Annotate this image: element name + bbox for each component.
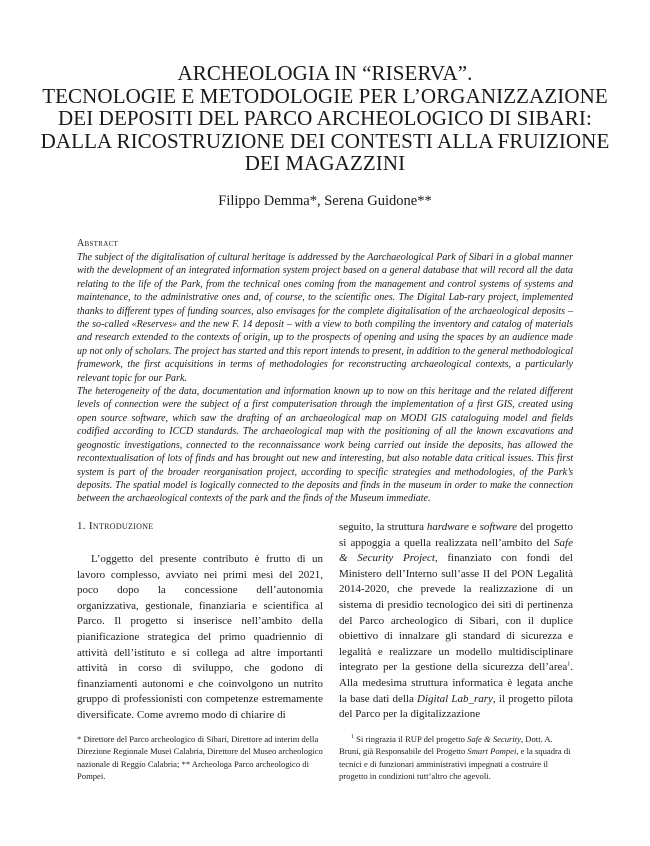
body-paragraph	[339, 520, 573, 723]
text-run: , Dott. A. Bruni, già Responsabile del Progetto	[339, 734, 553, 757]
title-line: DEI MAGAZZINI	[244, 151, 406, 175]
footnote-right	[339, 733, 573, 783]
authors: Filippo Demma*, Serena Guidone**	[218, 193, 432, 209]
text-run: . Alla medesima struttura informatica è legata anche la base dati della	[339, 661, 573, 705]
title-line: DEI DEPOSITI DEL PARCO ARCHEOLOGICO DI SIBARI:	[58, 106, 592, 130]
text-run: , e la squadra di tecnici e di funzionari amministrativi impegnati a costruire il progetto in condizioni tutt’altro che agevoli.	[339, 746, 571, 782]
italic-term: hardware	[426, 521, 469, 533]
footnote-marker: 1	[351, 734, 354, 741]
abstract-paragraph: The subject of the digitalisation of cultural heritage is addressed by the Aarchaeological Park of Sibari in a global manner with the development of an integrated information system project based on a general database that will record all the data relating to the life of the Park, from the technical ones coming from the management and control systems of systems and maintenance, to the administrative ones and, of course, to the scientific ones. The Digital Lab-rary project, implemented thanks to different types of funding sources, also envisages for the complete digitalisation of the archaeological deposits – the so-called «Reserves» and the new F. 14 deposit – with a view to both compiling the inventory and catalog of materials and research extended to the contexts of origin, up to the prospects of opening and using the spaces by an audience made up not only of scholars. The project has started and this report intends to present, in addition to the general methodological framework, the first acquisitions in terms of methodologies for reconstructing archaeological contexts, a particularly relevant topic for our Park.	[77, 252, 573, 384]
title-line: DALLA RICOSTRUZIONE DEI CONTESTI ALLA FRUIZIONE	[40, 128, 610, 153]
italic-term: software	[479, 521, 518, 533]
footnote-left	[77, 733, 323, 783]
title-line: ARCHEOLOGIA IN “RISERVA”.	[177, 61, 473, 85]
text-run: seguito, la struttura	[339, 521, 427, 533]
text-run: Si ringrazia il RUP del progetto	[354, 734, 468, 744]
text-run: , finanziato con fondi del Ministero dell’Interno sull’asse II del PON Legalità 2014-2020, che prevede la realizzazione di un sistema di presidio tecnologico dei siti di pertinenza del Parco archeologico di Sibari, con il duplice obiettivo di innalzare gli standard di sicurezza e legalità e realizzare un modello multidisciplinare integrato per la gestione della sicurezza dell’area	[339, 552, 573, 674]
title-line: TECNOLOGIE E METODOLOGIE PER L’ORGANIZZAZIONE	[42, 83, 608, 108]
left-column	[77, 520, 323, 724]
abstract	[77, 251, 573, 506]
italic-term: Safe & Security	[467, 734, 521, 744]
italic-term: Safe & Security Project	[339, 536, 573, 565]
italic-term: Smart Pompei	[467, 746, 517, 757]
text-run: , il progetto pilota del Parco per la digitalizzazione	[339, 692, 574, 721]
footnote-text: * Direttore del Parco archeologico di Sibari, Direttore ad interim della Direzione Regionale Musei Calabria, Direttore del Museo archeologico nazionale di Reggio Calabria; ** Archeologa Parco archeologico di Pompei.	[77, 734, 323, 782]
abstract-paragraph: The heterogeneity of the data, documentation and information known up to now on this heritage and the related different levels of connection were the subject of a first computerisation through the implementation of a first GIS, created using open source software, which saw the drafting of an archaeological map on MODI GIS cataloguing model and fields codified according to ICCD standards. The archaeological map with the positioning of all the known excavations and geognostic investigations, connected to the reconnaissance work being carried out inside the deposits, has allowed the recontextualisation of lots of finds and has brought out new and interesting, but also notable data critical issues. This first system is part of the broader reorganisation project, according to specific strategies and methodologies, of the Park’s deposits. The spatial model is logically connected to the deposits and finds in the museum in order to make the connection between the archaeological contexts of the park and the finds of the Museum immediate.	[77, 386, 573, 505]
body-paragraph: L’oggetto del presente contributo è frutto di un lavoro complesso, avviato nei primi mesi del 2021, poco dopo la concessione dell’autonomia organizzativa, gestionale, finanziaria e scientifica al Parco. Il progetto si inserisce nell’ambito della pianificazione strategica del primo quadriennio di attività dell’istituto e si collega ad altre importanti attività in corso di sviluppo, che godono di finanziamenti autonomi e che coinvolgono un nutrito gruppo di professionisti con competenze estremamente diversificate. Come avremo modo di chiarire di	[77, 553, 323, 721]
abstract-heading: Abstract	[77, 238, 119, 249]
italic-term: Digital Lab_rary	[417, 692, 493, 705]
right-column	[339, 520, 573, 723]
footnote-text	[339, 733, 573, 783]
paper-title	[40, 62, 610, 175]
text-run: del progetto si appoggia a quella realizzata nell’ambito del	[339, 521, 573, 549]
section-heading: 1. Introduzione	[77, 520, 154, 532]
text-run: e	[468, 521, 480, 533]
footnote-marker: 1	[567, 661, 571, 668]
